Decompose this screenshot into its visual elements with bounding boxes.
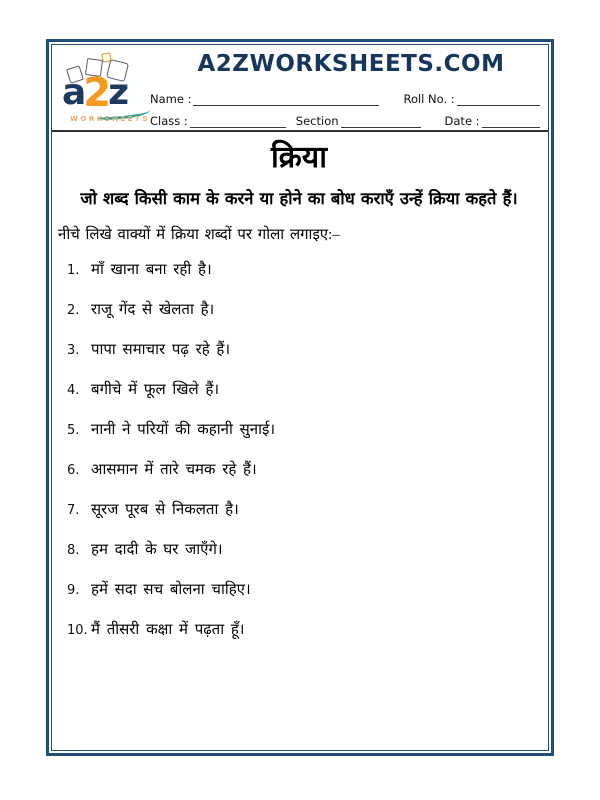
- name-field: [193, 93, 379, 106]
- name-label: Name :: [150, 92, 192, 106]
- item-number: 8.: [67, 543, 80, 558]
- item-number: 10.: [67, 623, 88, 638]
- class-label: Class :: [150, 114, 188, 128]
- sentence-row: [58, 620, 540, 641]
- date-field: [482, 115, 540, 128]
- worksheet-content: [52, 132, 548, 750]
- item-number: 6.: [67, 463, 80, 478]
- logo-subtitle: WORKSHEETS: [70, 115, 150, 123]
- paper-note-icon: [101, 52, 111, 62]
- item-number: 2.: [67, 303, 80, 318]
- exercise-instruction: नीचे लिखे वाक्यों में क्रिया शब्दों पर गोला लगाइए:–: [58, 227, 340, 243]
- item-number: 7.: [67, 503, 80, 518]
- item-number: 3.: [67, 343, 80, 358]
- item-number: 9.: [67, 583, 80, 598]
- item-sentence: राजू गेंद से खेलता है।: [91, 302, 215, 318]
- worksheet-header: [52, 45, 548, 132]
- date-label: Date :: [444, 114, 480, 128]
- roll-no-field: [457, 93, 540, 106]
- item-number: 1.: [67, 263, 80, 278]
- student-info-fields: [150, 92, 540, 136]
- sentence-row: [58, 300, 540, 321]
- sentence-row: [58, 260, 540, 281]
- sentence-list: [58, 260, 540, 641]
- sentence-row: [58, 500, 540, 521]
- section-field: [341, 115, 421, 128]
- a2z-logo: [60, 53, 160, 129]
- class-field: [190, 115, 286, 128]
- logo-letter-z: z: [108, 72, 127, 113]
- item-sentence: माँ खाना बना रही है।: [91, 262, 212, 278]
- site-title: A2ZWORKSHEETS.COM: [197, 51, 505, 77]
- item-sentence: हम दादी के घर जाएँगे।: [91, 542, 223, 558]
- sentence-row: [58, 580, 540, 601]
- sentence-row: [58, 380, 540, 401]
- worksheet-title: क्रिया: [271, 141, 327, 174]
- item-sentence: बगीचे में फूल खिले हैं।: [91, 382, 220, 398]
- item-sentence: आसमान में तारे चमक रहे हैं।: [91, 462, 257, 478]
- sentence-row: [58, 460, 540, 481]
- logo-letter-2: 2: [83, 70, 109, 116]
- field-row-2: [150, 114, 540, 128]
- item-sentence: मैं तीसरी कक्षा में पढ़ता हूँ।: [91, 622, 245, 638]
- item-sentence: नानी ने परियों की कहानी सुनाई।: [91, 422, 276, 438]
- logo-letter-a: a: [62, 72, 84, 113]
- item-number: 5.: [67, 423, 80, 438]
- page-inner-border: [51, 44, 549, 751]
- sentence-row: [58, 420, 540, 441]
- logo-wordmark: [62, 70, 127, 116]
- item-number: 4.: [67, 383, 80, 398]
- item-sentence: हमें सदा सच बोलना चाहिए।: [91, 582, 251, 598]
- item-sentence: सूरज पूरब से निकलता है।: [91, 502, 239, 518]
- section-label: Section: [295, 114, 339, 128]
- verb-definition: जो शब्द किसी काम के करने या होने का बोध कराएँ उन्हें क्रिया कहते हैं।: [80, 189, 518, 208]
- sentence-row: [58, 340, 540, 361]
- item-sentence: पापा समाचार पढ़ रहे हैं।: [91, 342, 231, 358]
- sentence-row: [58, 540, 540, 561]
- field-row-1: [150, 92, 540, 106]
- page-frame-border: [46, 39, 554, 756]
- roll-no-label: Roll No. :: [403, 92, 455, 106]
